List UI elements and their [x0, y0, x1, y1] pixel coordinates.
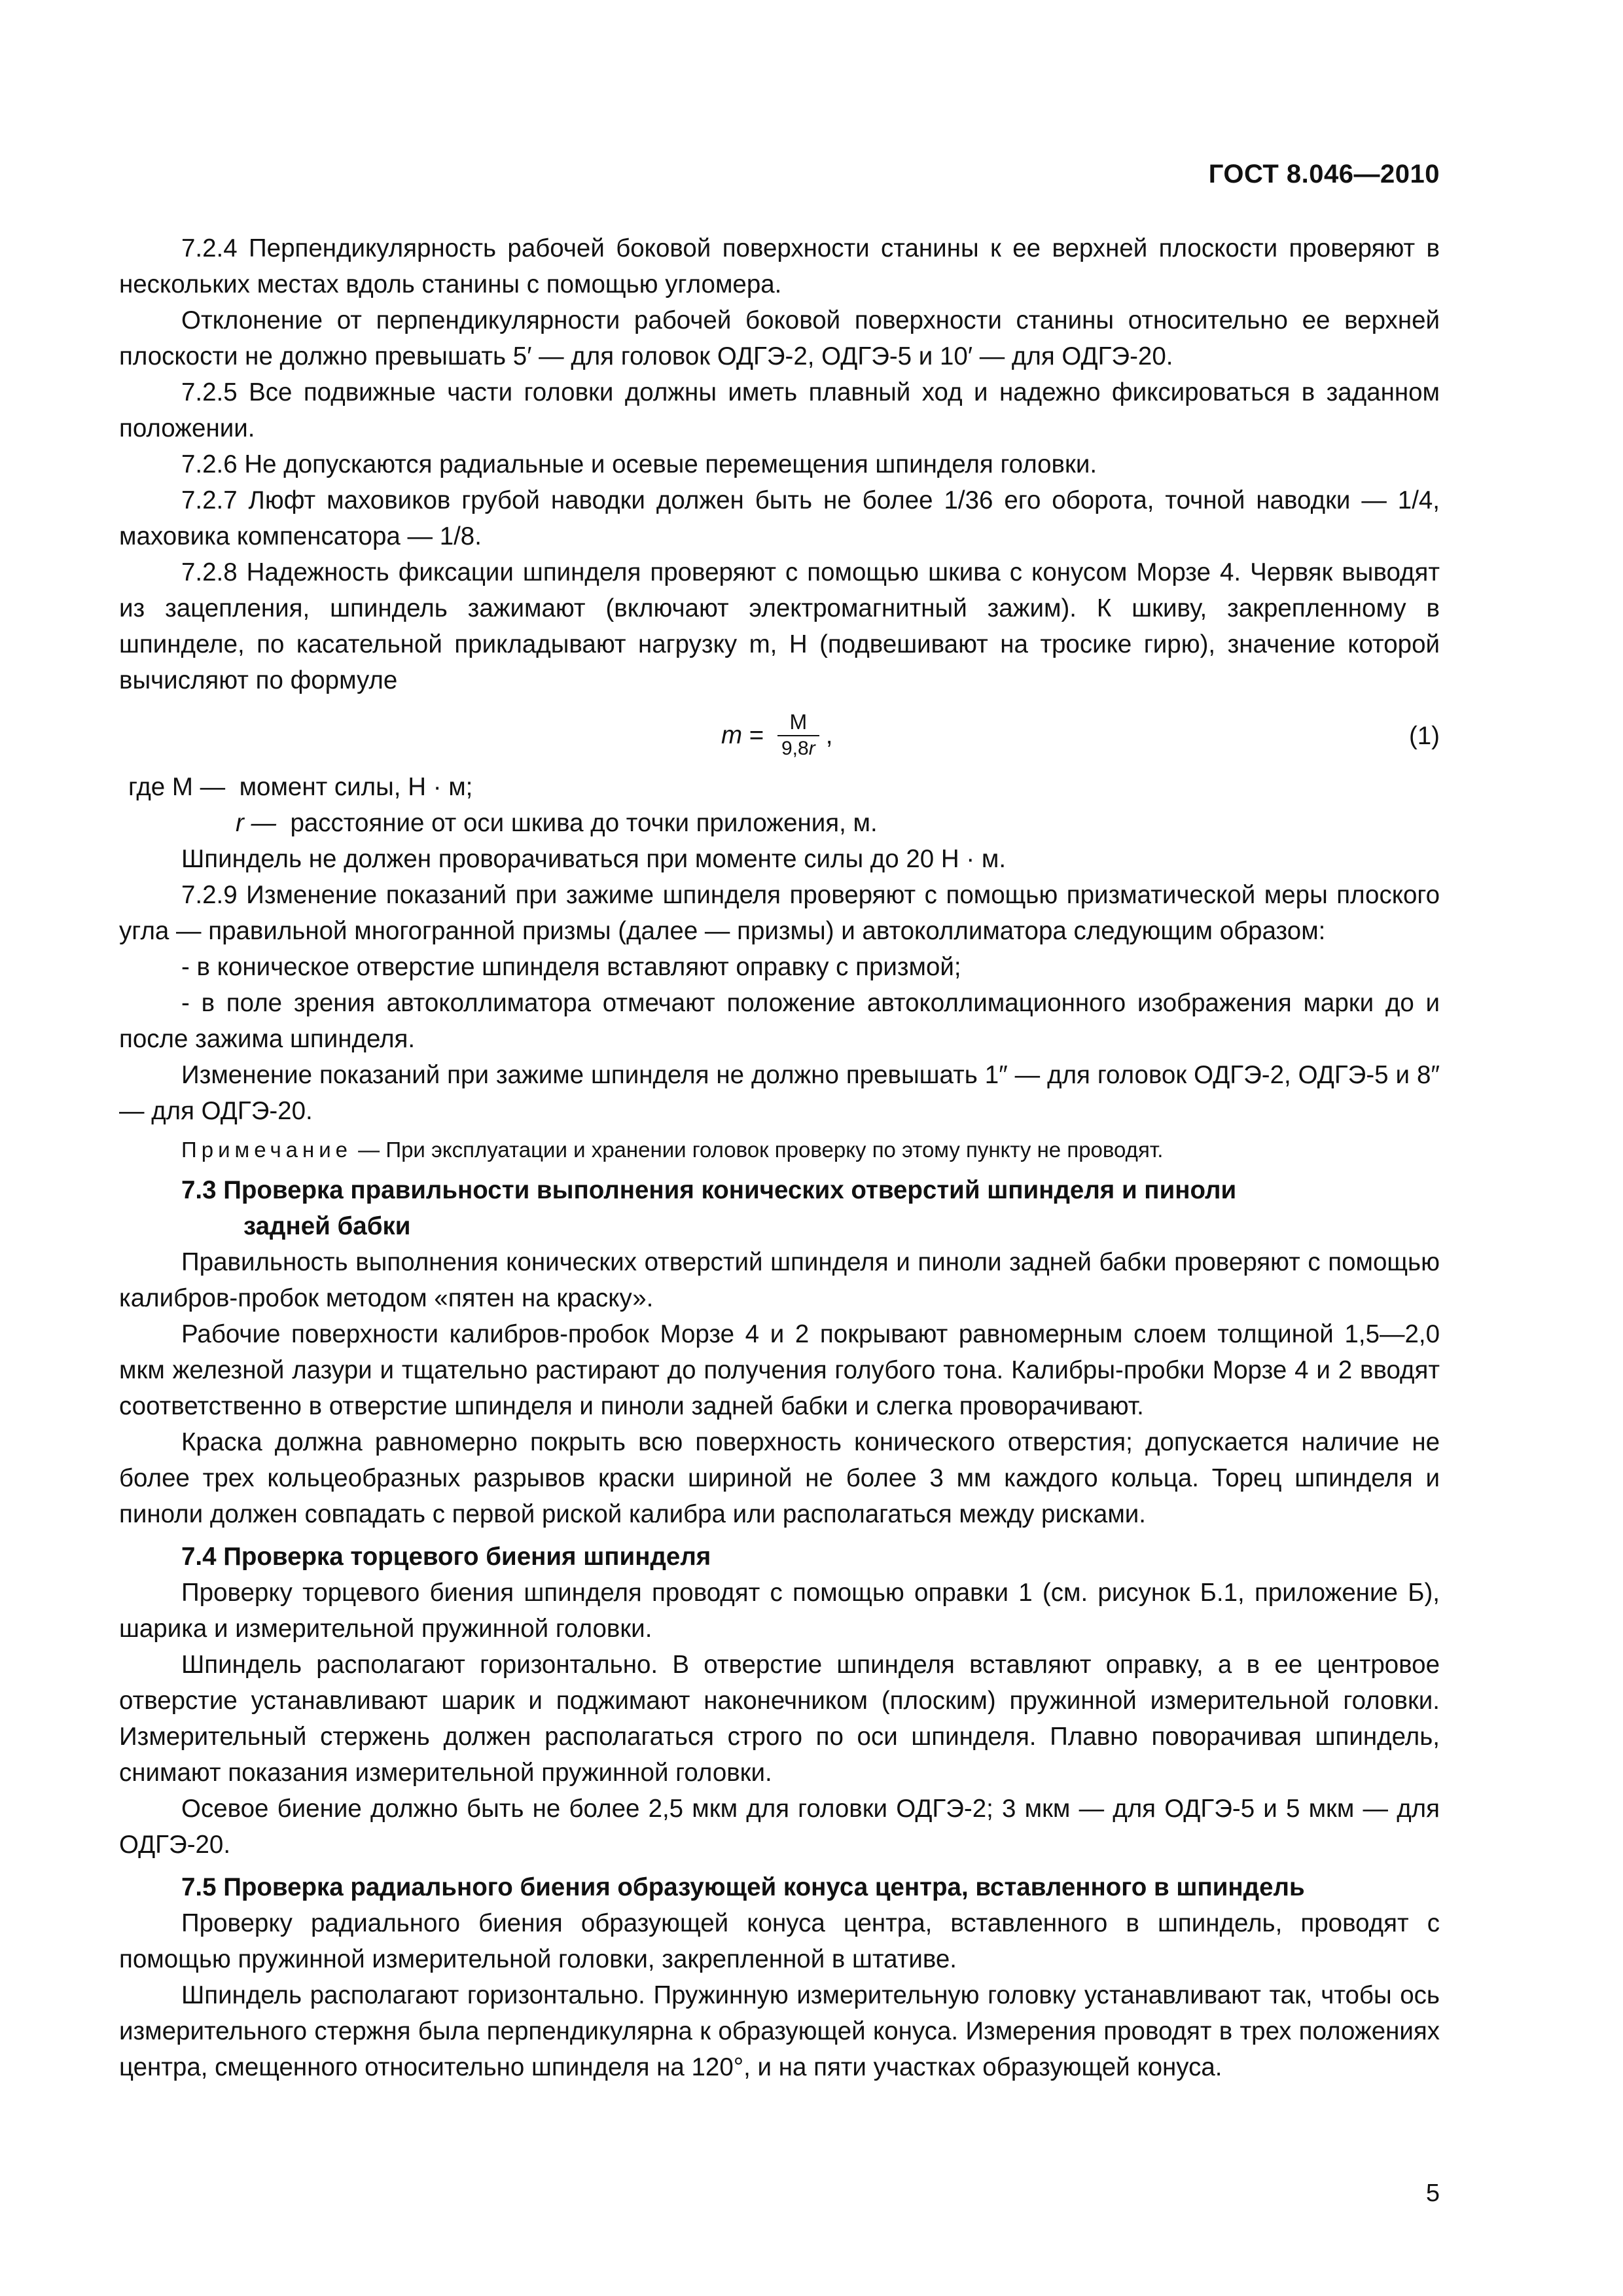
formula-trailing-comma: ,	[825, 721, 833, 749]
paragraph-7-3-c: Краска должна равномерно покрыть всю поверхность конического отверстия; допускается наличие не более трех кольцеобразных разрывов краски шириной не более 3 мм каждого кольца. Торец шпинделя и пиноли должен совпадать с первой риской калибра или располагаться между рисками.	[119, 1428, 1440, 1528]
section-heading-7-4: 7.4 Проверка торцевого биения шпинделя	[181, 1543, 711, 1571]
paragraph-7-2-6: 7.2.6 Не допускаются радиальные и осевые перемещения шпинделя головки.	[181, 450, 1097, 478]
section-heading-7-3-line1: 7.3 Проверка правильности выполнения конических отверстий шпинделя и пиноли	[181, 1176, 1237, 1204]
formula-number: (1)	[1408, 722, 1440, 750]
where-text-r: расстояние от оси шкива до точки приложения, м.	[290, 809, 878, 837]
where-text-m: момент силы, Н · м;	[239, 773, 473, 801]
formula-equals: =	[742, 721, 771, 749]
paragraph-7-5-a: Проверку радиального биения образующей конуса центра, вставленного в шпиндель, проводят с помощью пружинной измерительной головки, закрепленной в штативе.	[119, 1909, 1440, 1973]
note-label: Примечание	[181, 1138, 353, 1162]
where-label-r: r —	[236, 809, 277, 837]
note	[119, 1134, 1440, 1166]
paragraph-7-2-9-limit: Изменение показаний при зажиме шпинделя не должно превышать 1″ — для головок ОДГЭ-2, ОДГЭ-5 и 8″ — для ОДГЭ-20.	[119, 1061, 1440, 1125]
note-text: — При эксплуатации и хранении головок проверку по этому пункту не проводят.	[352, 1138, 1164, 1162]
paragraph-7-2-7: 7.2.7 Люфт маховиков грубой наводки должен быть не более 1/36 его оборота, точной наводки — 1/4, маховика компенсатора — 1/8.	[119, 486, 1440, 550]
paragraph-7-3-a: Правильность выполнения конических отверстий шпинделя и пиноли задней бабки проверяют с помощью калибров-пробок методом «пятен на краску».	[119, 1248, 1440, 1312]
paragraph-7-2-4: 7.2.4 Перпендикулярность рабочей боковой поверхности станины к ее верхней плоскости проверяют в нескольких местах вдоль станины с помощью угломера.	[119, 234, 1440, 298]
formula-1	[119, 704, 1440, 769]
formula-lhs: m	[721, 721, 743, 749]
paragraph-7-2-5: 7.2.5 Все подвижные части головки должны иметь плавный ход и надежно фиксироваться в заданном положении.	[119, 378, 1440, 442]
where-line-r	[119, 805, 1440, 841]
where-line-m	[119, 769, 1440, 805]
paragraph-7-2-8-limit: Шпиндель не должен проворачиваться при моменте силы до 20 Н · м.	[181, 845, 1007, 873]
paragraph-7-2-4-deviation: Отклонение от перпендикулярности рабочей боковой поверхности станины относительно ее верхней плоскости не должно превышать 5′ — для головок ОДГЭ-2, ОДГЭ-5 и 10′ — для ОДГЭ-20.	[119, 306, 1440, 370]
paragraph-7-5-b: Шпиндель располагают горизонтально. Пружинную измерительную головку устанавливают так, чтобы ось измерительного стержня была перпендикулярна к образующей конуса. Измерения проводят в трех положениях центра, смещенного относительно шпинделя на 120°, и на пяти участках образующей конуса.	[119, 1981, 1440, 2081]
section-heading-7-3	[119, 1172, 1440, 1244]
formula-denominator	[777, 735, 819, 761]
document-page	[119, 0, 1440, 2296]
document-body	[119, 230, 1440, 2085]
paragraph-7-4-b: Шпиндель располагают горизонтально. В отверстие шпинделя вставляют оправку, а в ее центровое отверстие устанавливают шарик и поджимают наконечником (плоским) пружинной измерительной головки. Измерительный стержень должен располагаться строго по оси шпинделя. Плавно поворачивая шпиндель, снимают показания измерительной пружинной головки.	[119, 1651, 1440, 1787]
paragraph-7-3-b: Рабочие поверхности калибров-пробок Морзе 4 и 2 покрывают равномерным слоем толщиной 1,5—2,0 мкм железной лазури и тщательно растирают до получения голубого тона. Калибры-пробки Морзе 4 и 2 вводят соответственно в отверстие шпинделя и пиноли задней бабки и слегка проворачивают.	[119, 1320, 1440, 1420]
paragraph-7-2-8: 7.2.8 Надежность фиксации шпинделя проверяют с помощью шкива с конусом Морзе 4. Червяк выводят из зацепления, шпиндель зажимают (включают электромагнитный зажим). К шкиву, закрепленному в шпинделе, по касательной прикладывают нагрузку m, Н (подвешивают на тросике гирю), значение которой вычисляют по формуле	[119, 558, 1440, 694]
document-header: ГОСТ 8.046—2010	[1208, 160, 1440, 188]
formula-fraction	[777, 709, 819, 761]
paragraph-7-4-a: Проверку торцевого биения шпинделя проводят с помощью оправки 1 (см. рисунок Б.1, приложение Б), шарика и измерительной пружинной головки.	[119, 1579, 1440, 1643]
paragraph-7-4-c: Осевое биение должно быть не более 2,5 мкм для головки ОДГЭ-2; 3 мкм — для ОДГЭ-5 и 5 мкм — для ОДГЭ-20.	[119, 1795, 1440, 1859]
list-item: - в коническое отверстие шпинделя вставляют оправку с призмой;	[181, 953, 961, 981]
formula-denominator-var: r	[808, 738, 815, 759]
formula-denominator-number: 9,8	[781, 738, 809, 759]
list-item: - в поле зрения автоколлиматора отмечают положение автоколлимационного изображения марки до и после зажима шпинделя.	[119, 989, 1440, 1053]
paragraph-7-2-9: 7.2.9 Изменение показаний при зажиме шпинделя проверяют с помощью призматической меры плоского угла — правильной многогранной призмы (далее — призмы) и автоколлиматора следующим образом:	[119, 881, 1440, 945]
section-heading-7-3-line2: задней бабки	[243, 1212, 411, 1240]
section-heading-7-5: 7.5 Проверка радиального биения образующей конуса центра, вставленного в шпиндель	[181, 1873, 1305, 1901]
formula-expression	[721, 709, 832, 761]
page-number: 5	[1425, 2179, 1440, 2207]
where-label-m: где M —	[128, 773, 226, 801]
formula-numerator: M	[789, 710, 808, 734]
